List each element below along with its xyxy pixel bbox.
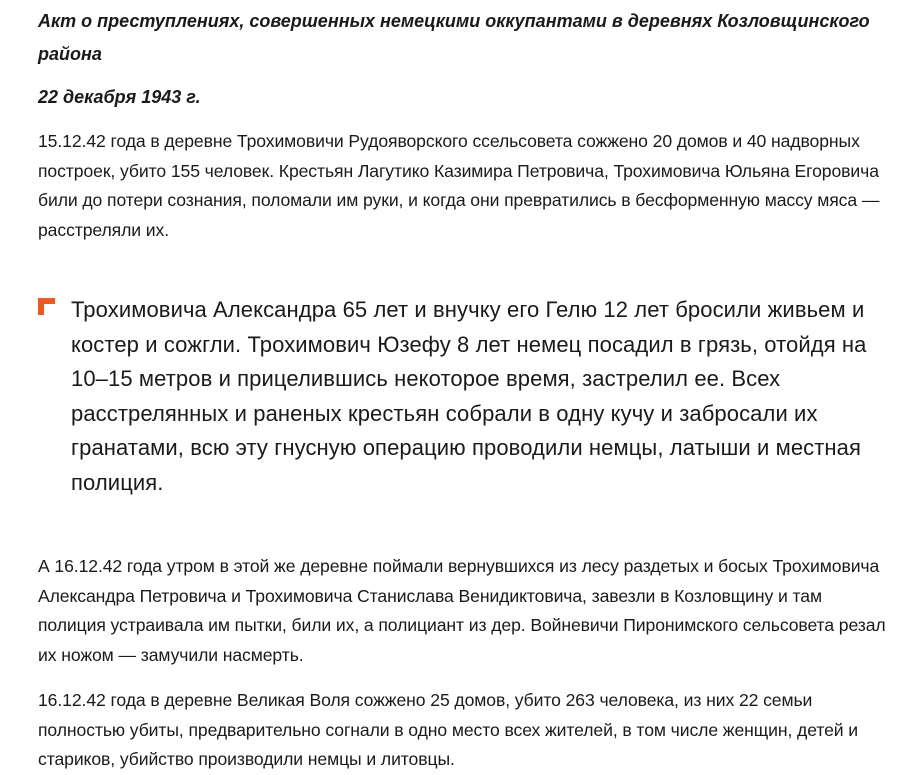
article-title: Акт о преступлениях, совершенных немецкими оккупантами в деревнях Козловщинского района bbox=[38, 11, 870, 64]
quote-mark-icon bbox=[38, 298, 55, 315]
paragraph: А 16.12.42 года утром в этой же деревне поймали вернувшихся из лесу раздетых и босых Трохимовича Александра Петровича и Трохимовича Станислава Венидиктовича, завезли в Козловщину и там полиция устраивала им пытки, били их, а полициант из дер. Войневичи Пиронимского сельсовета резал их ножом — замучили насмерть. bbox=[38, 556, 886, 665]
paragraph: 16.12.42 года в деревне Великая Воля сожжено 25 домов, убито 263 человека, из них 22 семьи полностью убиты, предварительно согнали в одно место всех жителей, в том числе женщин, детей и стариков, убийство производили немцы и литовцы. bbox=[38, 690, 859, 769]
article-date: 22 декабря 1943 г. bbox=[38, 87, 201, 107]
article bbox=[38, 0, 888, 775]
pull-quote bbox=[38, 293, 888, 500]
quote-text: Трохимовича Александра 65 лет и внучку его Гелю 12 лет бросили живьем и костер и сожгли. Трохимович Юзефу 8 лет немец посадил в грязь, отойдя на 10–15 метров и прицелившись некоторое время, застрелил ее. Всех расстрелянных и раненых крестьян собрали в одну кучу и забросали их гранатами, всю эту гнусную операцию проводили немцы, латыши и местная полиция. bbox=[71, 297, 867, 495]
paragraph: 15.12.42 года в деревне Трохимовичи Рудояворского ссельсовета сожжено 20 домов и 40 надворных построек, убито 155 человек. Крестьян Лагутико Казимира Петровича, Трохимовича Юльяна Егоровича били до потери сознания, поломали им руки, и когда они превратились в бесформенную массу мяса — расстреляли их. bbox=[38, 131, 880, 240]
